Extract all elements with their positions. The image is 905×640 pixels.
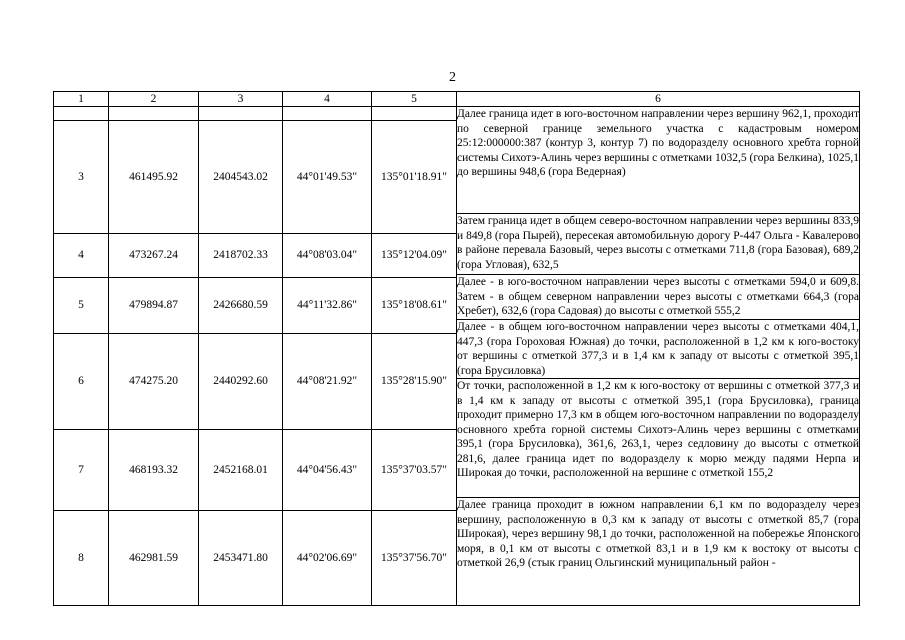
table-header-row	[54, 92, 860, 107]
latitude: 44°08'03.04"	[283, 234, 372, 278]
coordinate-y: 2452168.01	[199, 430, 283, 511]
latitude: 44°01'49.53"	[283, 121, 372, 234]
column-header: 6	[457, 92, 860, 107]
latitude: 44°04'56.43"	[283, 430, 372, 511]
point-number: 8	[54, 511, 109, 606]
column-header: 1	[54, 92, 109, 107]
point-number: 5	[54, 278, 109, 334]
coordinate-x: 468193.32	[109, 430, 199, 511]
point-number: 4	[54, 234, 109, 278]
column-header: 5	[372, 92, 457, 107]
longitude: 135°28'15.90"	[372, 334, 457, 430]
latitude: 44°08'21.92"	[283, 334, 372, 430]
boundary-description: От точки, расположенной в 1,2 км к юго-востоку от вершины с отметкой 377,3 и в 1,4 км к западу от высоты с отметкой 395,1 (гора Брусиловка), граница проходит примерно 17,3 км в общем юго-восточном направлении по водоразделу основного хребта горной системы Сихотэ-Алинь через вершины с отметками 395,1 (гора Брусиловка), 361,6, 263,1, через седловину до высоты с отметкой 281,6, далее граница идет по водоразделу к морю между падями Нерпа и Широкая до точки, расположенной на вершине с отметкой 155,2	[457, 379, 860, 498]
empty-cell	[199, 107, 283, 121]
boundary-description: Далее - в юго-восточном направлении через высоты с отметками 594,0 и 609,8. Затем - в общем северном направлении через высоты с отметками 664,3 (гора Хребет), 632,6 (гора Садовая) до высоты с отметкой 555,2	[457, 275, 860, 320]
coordinate-y: 2440292.60	[199, 334, 283, 430]
point-number: 7	[54, 430, 109, 511]
table-row	[54, 107, 860, 121]
point-number: 6	[54, 334, 109, 430]
coordinate-x: 474275.20	[109, 334, 199, 430]
empty-cell	[283, 107, 372, 121]
coordinate-x: 473267.24	[109, 234, 199, 278]
coordinate-x: 461495.92	[109, 121, 199, 234]
longitude: 135°37'03.57"	[372, 430, 457, 511]
page-number: 2	[449, 70, 456, 85]
column-header: 3	[199, 92, 283, 107]
boundary-description: Далее граница идет в юго-восточном направлении через вершину 962,1, проходит по северной границе земельного участка с кадастровым номером 25:12:000000:387 (контур 3, контур 7) по водоразделу основного хребта горной системы Сихотэ-Алинь через вершины с отметками 1032,5 (гора Белкина), 1025,1 до вершины 948,6 (гора Ведерная)	[457, 107, 860, 214]
coordinate-y: 2418702.33	[199, 234, 283, 278]
longitude: 135°01'18.91"	[372, 121, 457, 234]
empty-cell	[54, 107, 109, 121]
boundary-description: Далее граница проходит в южном направлении 6,1 км по водоразделу через вершину, расположенную в 0,3 км к западу от высоты с отметкой 85,7 (гора Широкая), через вершину 98,1 до точки, расположенной на побережье Японского моря, в 0,1 км от высоты с отметкой 83,1 и в 1,9 км к востоку от высоты с отметкой 26,9 (стык границ Ольгинский муниципальный район -	[457, 498, 860, 606]
boundary-table	[53, 91, 860, 606]
longitude: 135°18'08.61"	[372, 278, 457, 334]
longitude: 135°37'56.70"	[372, 511, 457, 606]
point-number: 3	[54, 121, 109, 234]
coordinate-x: 462981.59	[109, 511, 199, 606]
boundary-description: Далее - в общем юго-восточном направлении через высоты с отметками 404,1, 447,3 (гора Гороховая Южная) до точки, расположенной в 1,2 км к юго-востоку от вершины с отметкой 377,3 и в 1,4 км к западу от высоты с отметкой 395,1 (гора Брусиловка)	[457, 321, 859, 377]
latitude: 44°11'32.86"	[283, 278, 372, 334]
empty-cell	[109, 107, 199, 121]
coordinate-x: 479894.87	[109, 278, 199, 334]
column-header: 4	[283, 92, 372, 107]
latitude: 44°02'06.69"	[283, 511, 372, 606]
coordinate-y: 2426680.59	[199, 278, 283, 334]
coordinate-y: 2404543.02	[199, 121, 283, 234]
empty-cell	[372, 107, 457, 121]
longitude: 135°12'04.09"	[372, 234, 457, 278]
boundary-description: Затем граница идет в общем северо-восточном направлении через вершины 833,9 и 849,8 (гора Пырей), пересекая автомобильную дорогу Р-447 Ольга - Кавалерово в районе перевала Базовый, через высоты с отметками 711,8 (гора Базовая), 689,2 (гора Угловая), 632,5	[457, 214, 860, 275]
column-header: 2	[109, 92, 199, 107]
coordinate-y: 2453471.80	[199, 511, 283, 606]
